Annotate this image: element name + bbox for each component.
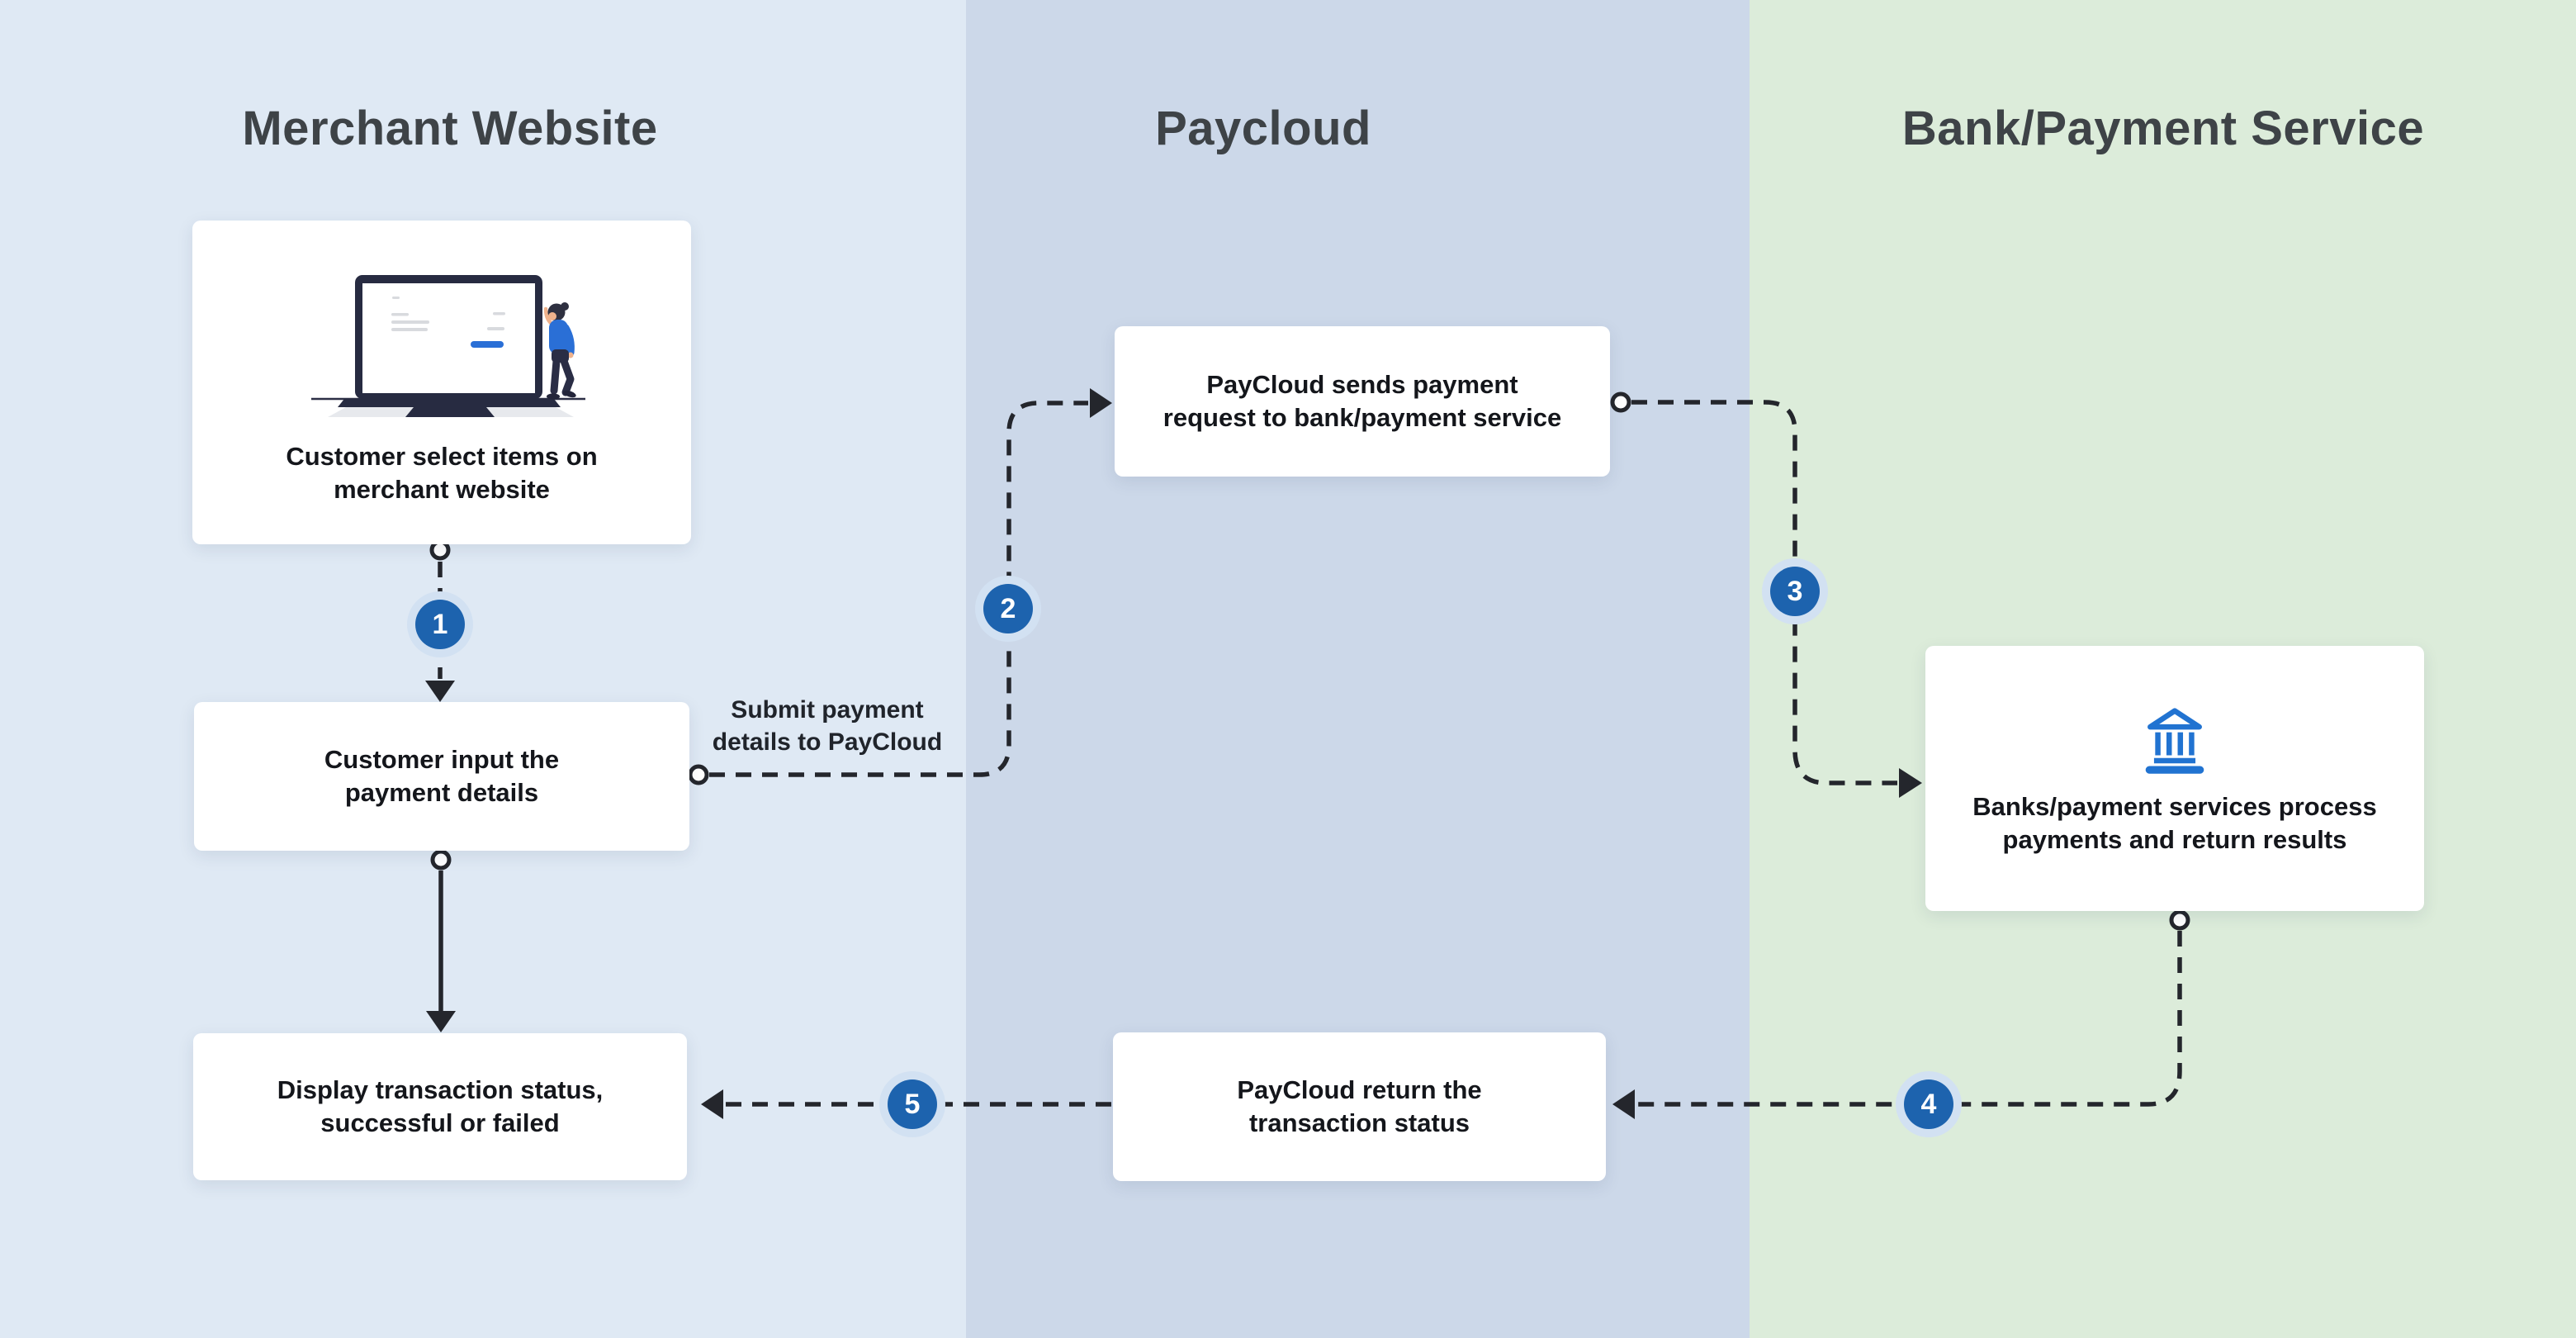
person-illustration (546, 302, 577, 400)
node-label (1237, 1074, 1481, 1140)
node-customer-select-items (192, 221, 691, 544)
step-badge-4: 4 (1904, 1079, 1953, 1129)
node-label (324, 743, 559, 809)
node-label-line: request to bank/payment service (1163, 403, 1562, 432)
node-label (1972, 790, 2376, 856)
node-paycloud-return-status (1113, 1032, 1606, 1181)
node-label-line: successful or failed (320, 1108, 560, 1137)
step-badge-2: 2 (983, 584, 1033, 633)
node-label (192, 440, 691, 506)
edge-label-submit-payment (713, 694, 942, 758)
node-label-line: transaction status (1248, 1108, 1470, 1137)
lane-title-paycloud: Paycloud (1155, 102, 1371, 155)
step-badge-1: 1 (415, 600, 465, 649)
bank-icon (2143, 701, 2207, 777)
lane-title-bank: Bank/Payment Service (1901, 102, 2425, 155)
arrow-input-to-display (426, 852, 456, 1032)
laptop-screen-button (471, 341, 504, 348)
node-label-line: Customer input the (324, 745, 560, 774)
node-label-line: payment details (344, 778, 539, 807)
node-label-line: PayCloud sends payment (1206, 370, 1518, 399)
edge-label-line: details to PayCloud (712, 728, 943, 756)
node-label-line: Banks/payment services process (1972, 791, 2377, 821)
step-badge-5: 5 (888, 1079, 937, 1129)
node-label (1163, 368, 1561, 434)
node-label (277, 1074, 604, 1140)
node-customer-input-payment (194, 702, 689, 851)
arrow-3 (1612, 394, 1922, 798)
lane-title-merchant: Merchant Website (242, 102, 658, 155)
node-display-transaction-status (193, 1033, 687, 1180)
node-bank-processes-payments (1925, 646, 2424, 911)
arrow-4 (1612, 912, 2188, 1119)
node-label-line: merchant website (334, 475, 550, 504)
node-label-line: Display transaction status, (277, 1075, 604, 1104)
step-badge-3: 3 (1770, 567, 1820, 616)
node-paycloud-sends-request (1115, 326, 1610, 477)
node-label-line: PayCloud return the (1237, 1075, 1482, 1104)
node-label-line: Customer select items on (286, 442, 598, 471)
node-label-line: payments and return results (2002, 824, 2347, 854)
edge-label-line: Submit payment (731, 696, 924, 724)
